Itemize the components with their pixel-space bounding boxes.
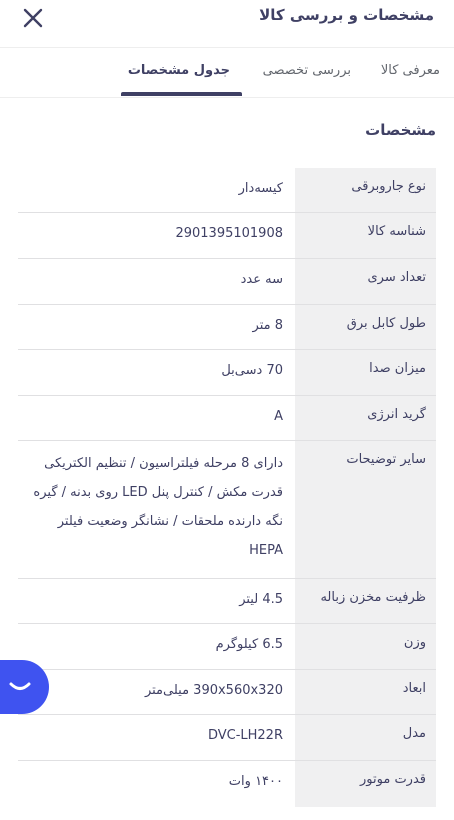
spec-row (18, 305, 436, 350)
spec-key: مدل (295, 715, 436, 760)
spec-key: وزن (295, 624, 436, 669)
tab-specifications[interactable]: جدول مشخصات (127, 63, 230, 78)
spec-value: 4.5 لیتر (239, 592, 283, 607)
spec-value: ۱۴۰۰ وات (228, 774, 283, 789)
spec-row (18, 579, 436, 624)
spec-key: طول کابل برق (295, 305, 436, 349)
spec-row (18, 350, 436, 396)
spec-key: ابعاد (295, 670, 436, 714)
spec-row (18, 715, 436, 761)
spec-value: A (274, 409, 283, 424)
active-tab-indicator (121, 92, 242, 96)
spec-key: قدرت موتور (295, 761, 436, 807)
spec-row (18, 670, 436, 715)
spec-value: سه عدد (240, 272, 283, 287)
spec-row (18, 624, 436, 670)
spec-value: 70 دسی‌بل (221, 363, 283, 378)
tab-bar (0, 48, 454, 98)
spec-table (18, 168, 436, 805)
tab-introduction[interactable]: معرفی کالا (380, 63, 440, 78)
tab-expert-review[interactable]: بررسی تخصصی (262, 63, 351, 78)
spec-key: ظرفیت مخزن زباله (295, 579, 436, 623)
spec-key: تعداد سری (295, 259, 436, 304)
spec-key: سایر توضیحات (295, 441, 436, 578)
spec-row (18, 213, 436, 259)
dialog-header (0, 0, 454, 48)
spec-row (18, 441, 436, 579)
spec-value: 390x560x320 میلی‌متر (144, 683, 283, 698)
spec-row (18, 259, 436, 305)
section-title: مشخصات (365, 121, 436, 139)
spec-value: 6.5 کیلوگرم (215, 637, 283, 652)
spec-value: کیسه‌دار (238, 181, 283, 196)
spec-row (18, 168, 436, 213)
spec-key: شناسه کالا (295, 213, 436, 258)
spec-key: نوع جاروبرقی (295, 168, 436, 212)
spec-value: 2901395101908 (175, 226, 283, 241)
spec-key: میزان صدا (295, 350, 436, 395)
close-button[interactable] (22, 7, 44, 29)
spec-key: گرید انرژی (295, 396, 436, 440)
page-title: مشخصات و بررسی کالا (259, 6, 434, 24)
spec-value: 8 متر (252, 318, 283, 333)
spec-value: دارای 8 مرحله فیلتراسیون / تنظیم الکتریکی قدرت مکش / کنترل پنل LED روی بدنه / گیره نگه دارنده ملحقات / نشانگر وضعیت فیلتر HEPA (33, 456, 283, 558)
spec-row (18, 396, 436, 441)
spec-row (18, 761, 436, 805)
chat-smile-icon (8, 678, 32, 696)
spec-value: DVC-LH22R (207, 728, 283, 743)
close-icon (22, 7, 44, 29)
